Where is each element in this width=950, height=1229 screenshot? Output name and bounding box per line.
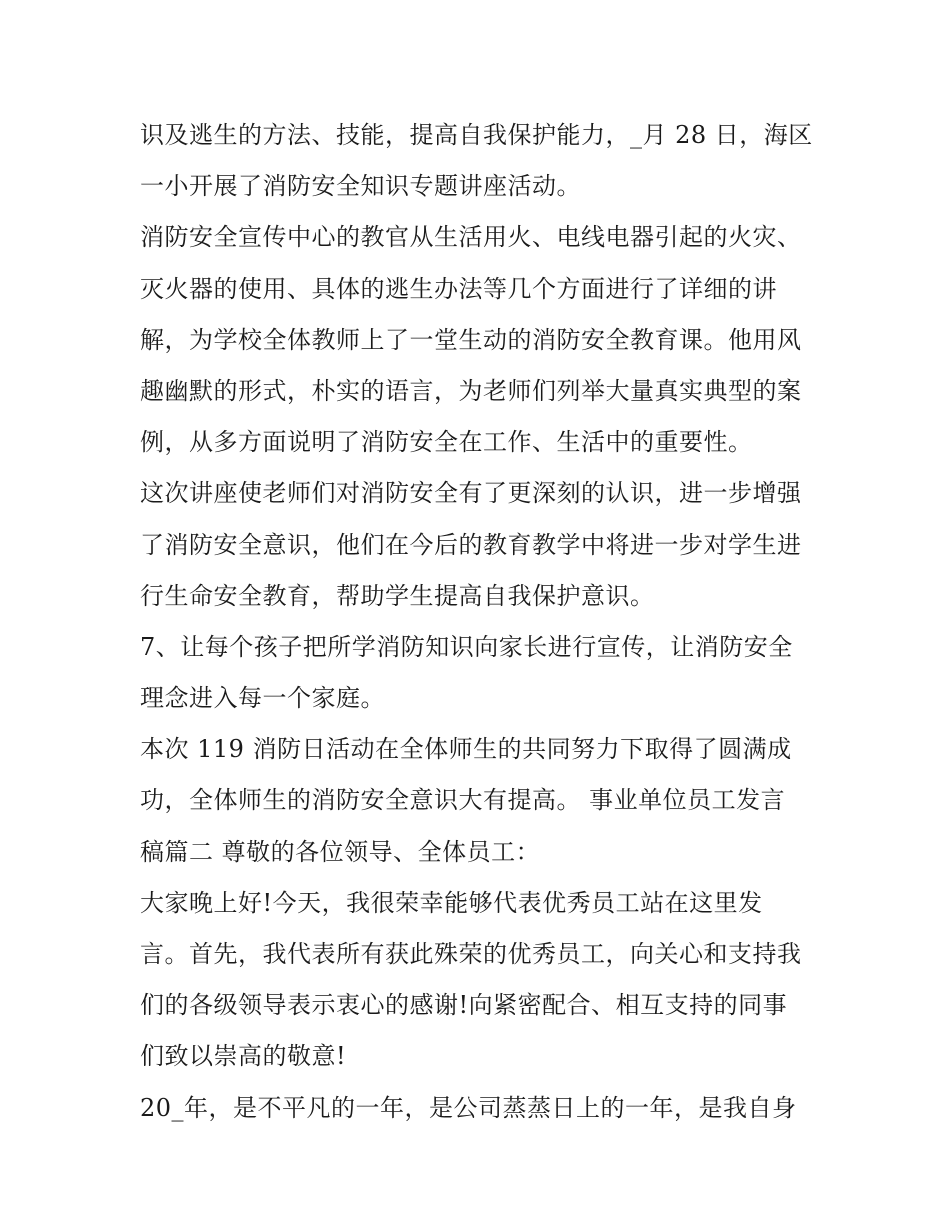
text-line: 20_年，是不平凡的一年，是公司蒸蒸日上的一年，是我自身 (140, 1093, 797, 1122)
text-line: 这次讲座使老师们对消防安全有了更深刻的认识，进一步增强 (140, 479, 802, 508)
text-line: 们致以崇高的敬意! (140, 1042, 347, 1071)
text-line: 一小开展了消防安全知识专题讲座活动。 (140, 172, 581, 201)
text-line: 理念进入每一个家庭。 (140, 684, 385, 713)
text-line: 趣幽默的形式，朴实的语言，为老师们列举大量真实典型的案 (140, 376, 802, 405)
text-line: 言。首先，我代表所有获此殊荣的优秀员工，向关心和支持我 (140, 940, 802, 968)
text-line: 了消防安全意识，他们在今后的教育教学中将进一步对学生进 (140, 530, 802, 559)
text-line: 7、让每个孩子把所学消防知识向家长进行宣传，让消防安全 (140, 632, 793, 661)
text-line: 解，为学校全体教师上了一堂生动的消防安全教育课。他用风 (140, 325, 802, 354)
text-line: 功，全体师生的消防安全意识大有提高。 事业单位员工发言 (140, 786, 786, 815)
text-line: 消防安全宣传中心的教官从生活用火、电线电器引起的火灾、 (140, 223, 802, 252)
text-line: 识及逃生的方法、技能，提高自我保护能力，_月 28 日，海区 (140, 121, 813, 149)
body-text (140, 110, 830, 1134)
text-line: 稿篇二 尊敬的各位领导、全体员工： (140, 837, 541, 866)
text-line: 本次 119 消防日活动在全体师生的共同努力下取得了圆满成 (140, 735, 792, 764)
text-line: 例，从多方面说明了消防安全在工作、生活中的重要性。 (140, 428, 753, 457)
text-line: 灭火器的使用、具体的逃生办法等几个方面进行了详细的讲 (140, 274, 777, 303)
text-line: 大家晚上好!今天，我很荣幸能够代表优秀员工站在这里发 (140, 888, 763, 917)
text-line: 行生命安全教育，帮助学生提高自我保护意识。 (140, 581, 655, 610)
text-line: 们的各级领导表示衷心的感谢!向紧密配合、相互支持的同事 (140, 991, 788, 1020)
